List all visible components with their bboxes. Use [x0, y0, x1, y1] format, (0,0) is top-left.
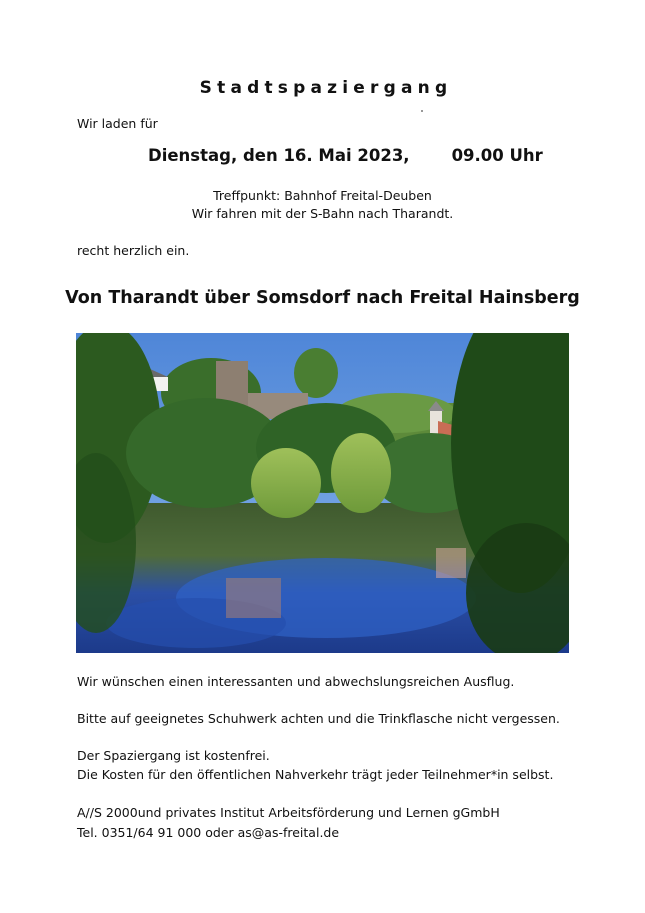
- event-time: 09.00 Uhr: [451, 146, 543, 165]
- transport-cost-line: Die Kosten für den öffentlichen Nahverkehr trägt jeder Teilnehmer*in selbst.: [77, 766, 554, 782]
- wish-text: Wir wünschen einen interessanten und abwechslungsreichen Ausflug.: [77, 674, 515, 689]
- organization-name: A//S 2000und privates Institut Arbeitsförderung und Lernen gGmbH: [77, 805, 500, 820]
- tharandt-lake-photo: [76, 333, 569, 653]
- closing-text: recht herzlich ein.: [77, 243, 190, 258]
- meeting-info: [0, 187, 645, 223]
- shoes-reminder: Bitte auf geeignetes Schuhwerk achten und die Trinkflasche nicht vergessen.: [77, 711, 560, 726]
- stray-dot: [421, 110, 423, 112]
- page-title: Stadtspaziergang: [199, 78, 453, 98]
- cost-free-line: Der Spaziergang ist kostenfrei.: [77, 748, 270, 763]
- route-title: Von Tharandt über Somsdorf nach Freital Hainsberg: [65, 288, 580, 308]
- cost-info: [77, 747, 553, 784]
- event-date: Dienstag, den 16. Mai 2023,: [148, 146, 410, 165]
- travel-info: Wir fahren mit der S-Bahn nach Tharandt.: [191, 206, 454, 221]
- contact-info: [77, 803, 500, 842]
- phone-email: Tel. 0351/64 91 000 oder as@as-freital.de: [77, 824, 340, 840]
- event-datetime: [148, 146, 543, 165]
- intro-text: Wir laden für: [77, 116, 158, 131]
- meeting-point: Treffpunkt: Bahnhof Freital-Deuben: [213, 188, 432, 203]
